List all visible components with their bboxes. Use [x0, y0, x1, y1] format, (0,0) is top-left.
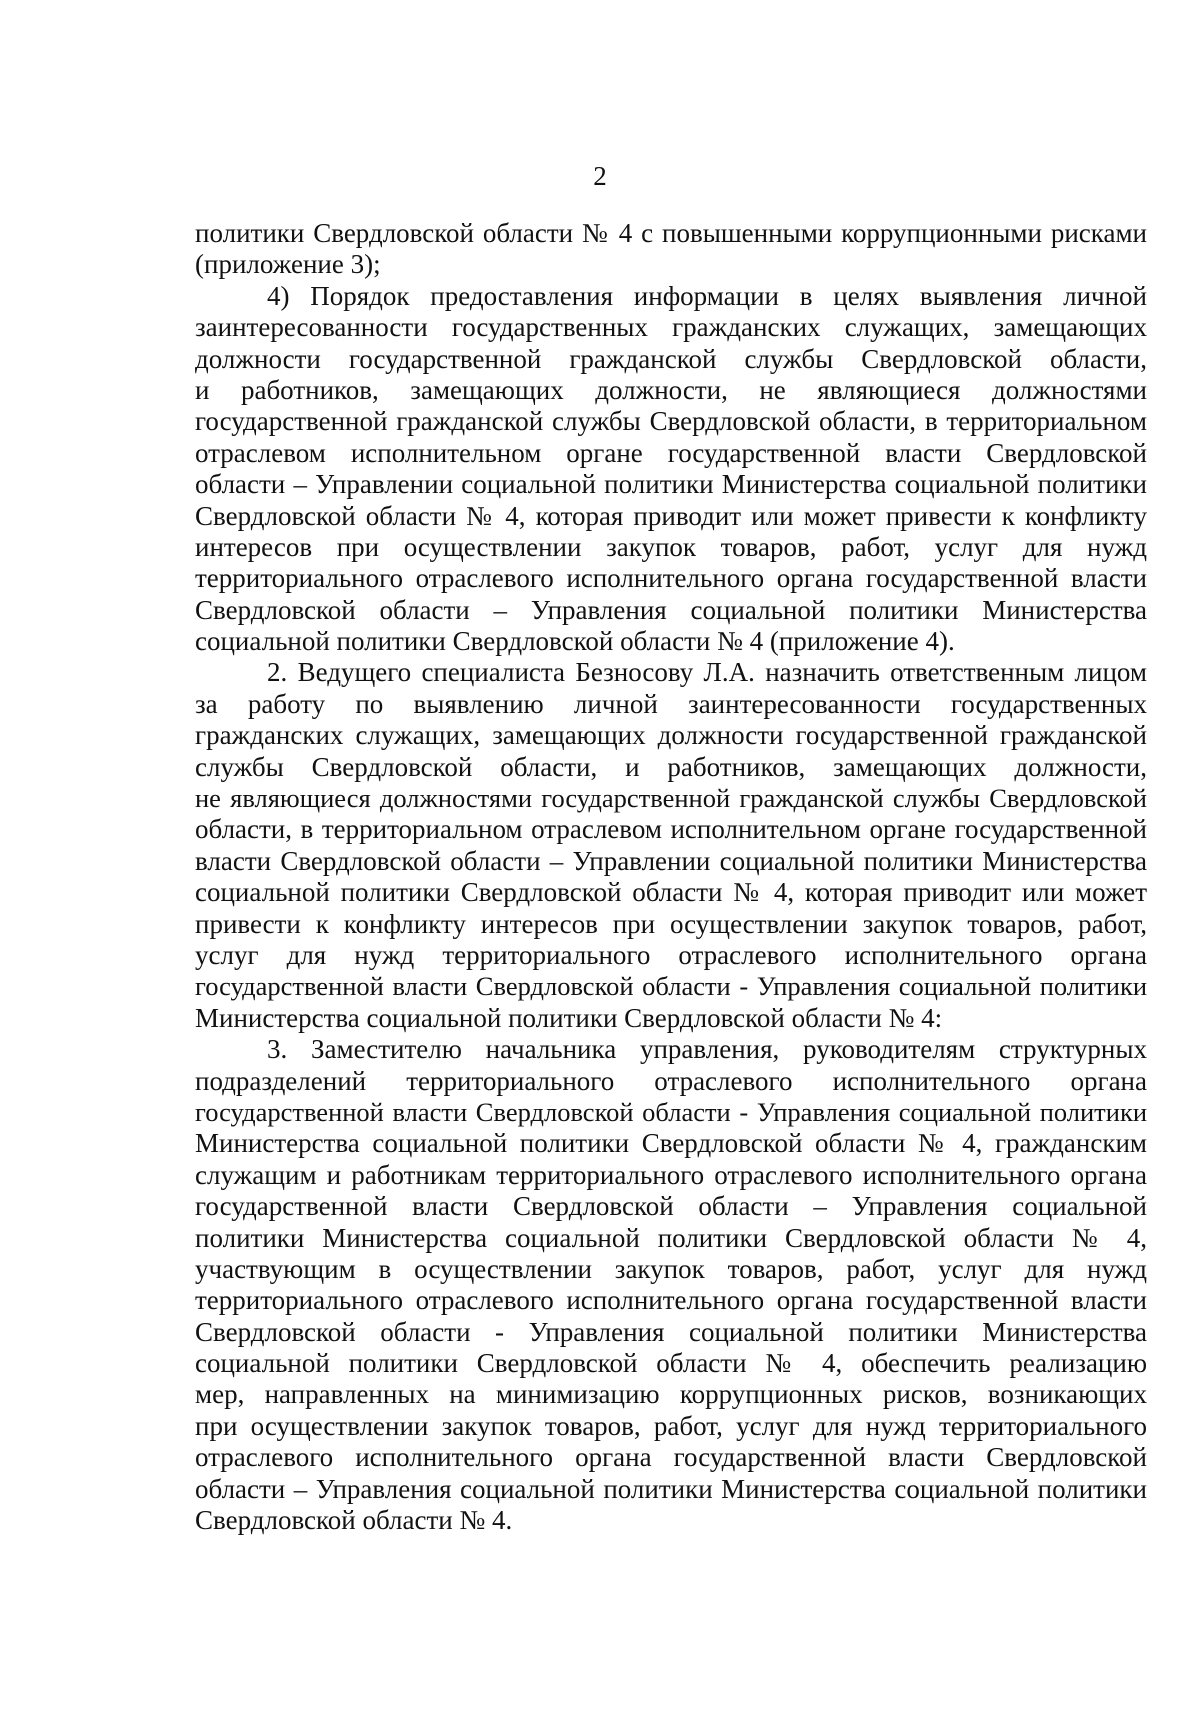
text-line: политики Свердловской области № 4 с повышенными коррупционными рисками [195, 218, 1147, 248]
text-line: Свердловской области № 4, которая приводит или может привести к конфликту [195, 500, 1147, 531]
text-line: за работу по выявлению личной заинтересованности государственных [195, 688, 1147, 719]
text-line: политики Министерства социальной политики Свердловской области № 4, [195, 1222, 1147, 1253]
text-line: области – Управления социальной политики Министерства социальной политики [195, 1473, 1147, 1504]
text-line: и работников, замещающих должности, не являющиеся должностями [195, 374, 1147, 405]
text-line: Министерства социальной политики Свердловской области № 4: [195, 1002, 943, 1033]
text-line: привести к конфликту интересов при осуществлении закупок товаров, работ, [195, 908, 1147, 939]
text-line: социальной политики Свердловской области № 4 (приложение 4). [195, 626, 955, 657]
text-line: области, в территориальном отраслевом исполнительном органе государственной [195, 814, 1147, 845]
text-line: государственной власти Свердловской области – Управления социальной [195, 1191, 1147, 1222]
text-line: 2. Ведущего специалиста Безносову Л.А. назначить ответственным лицом [267, 657, 1147, 688]
text-line: гражданских служащих, замещающих должности государственной гражданской [195, 720, 1147, 751]
text-line: социальной политики Свердловской области № 4, обеспечить реализацию [195, 1348, 1147, 1379]
text-line: территориального отраслевого исполнительного органа государственной власти [195, 563, 1147, 594]
text-line: Министерства социальной политики Свердловской области № 4, гражданским [195, 1128, 1147, 1159]
text-line: социальной политики Свердловской области № 4, которая приводит или может [195, 877, 1147, 908]
text-line: Свердловской области - Управления социальной политики Министерства [195, 1316, 1147, 1347]
text-line: участвующим в осуществлении закупок товаров, работ, услуг для нужд [195, 1253, 1147, 1284]
text-line: (приложение 3); [195, 249, 381, 280]
text-line: служащим и работникам территориального отраслевого исполнительного органа [195, 1159, 1147, 1190]
text-line: государственной гражданской службы Свердловской области, в территориальном [195, 406, 1147, 437]
text-line: Свердловской области № 4. [195, 1505, 513, 1536]
text-line: отраслевом исполнительном органе государственной власти Свердловской [195, 437, 1147, 468]
text-line: подразделений территориального отраслевого исполнительного органа [195, 1065, 1147, 1096]
text-line: не являющиеся должностями государственной гражданской службы Свердловской [195, 783, 1147, 814]
document-body [195, 218, 1147, 1536]
text-line: власти Свердловской области – Управлении социальной политики Министерства [195, 845, 1147, 876]
text-line: государственной власти Свердловской области - Управления социальной политики [195, 1096, 1147, 1127]
text-line: мер, направленных на минимизацию коррупционных рисков, возникающих [195, 1379, 1147, 1410]
text-line: Свердловской области – Управления социальной политики Министерства [195, 594, 1147, 625]
text-line: области – Управлении социальной политики Министерства социальной политики [195, 469, 1147, 500]
text-line: 4) Порядок предоставления информации в целях выявления личной [267, 280, 1147, 311]
text-line: услуг для нужд территориального отраслевого исполнительного органа [195, 939, 1147, 970]
text-line: при осуществлении закупок товаров, работ, услуг для нужд территориального [195, 1410, 1147, 1441]
page-number: 2 [593, 161, 607, 191]
text-line: территориального отраслевого исполнительного органа государственной власти [195, 1285, 1147, 1316]
text-line: интересов при осуществлении закупок товаров, работ, услуг для нужд [195, 531, 1147, 562]
text-line: службы Свердловской области, и работников, замещающих должности, [195, 751, 1147, 782]
text-line: должности государственной гражданской службы Свердловской области, [195, 343, 1147, 374]
text-line: отраслевого исполнительного органа государственной власти Свердловской [195, 1442, 1147, 1473]
text-line: заинтересованности государственных гражданских служащих, замещающих [195, 312, 1147, 343]
text-line: 3. Заместителю начальника управления, руководителям структурных [267, 1034, 1147, 1065]
text-line: государственной власти Свердловской области - Управления социальной политики [195, 971, 1147, 1002]
